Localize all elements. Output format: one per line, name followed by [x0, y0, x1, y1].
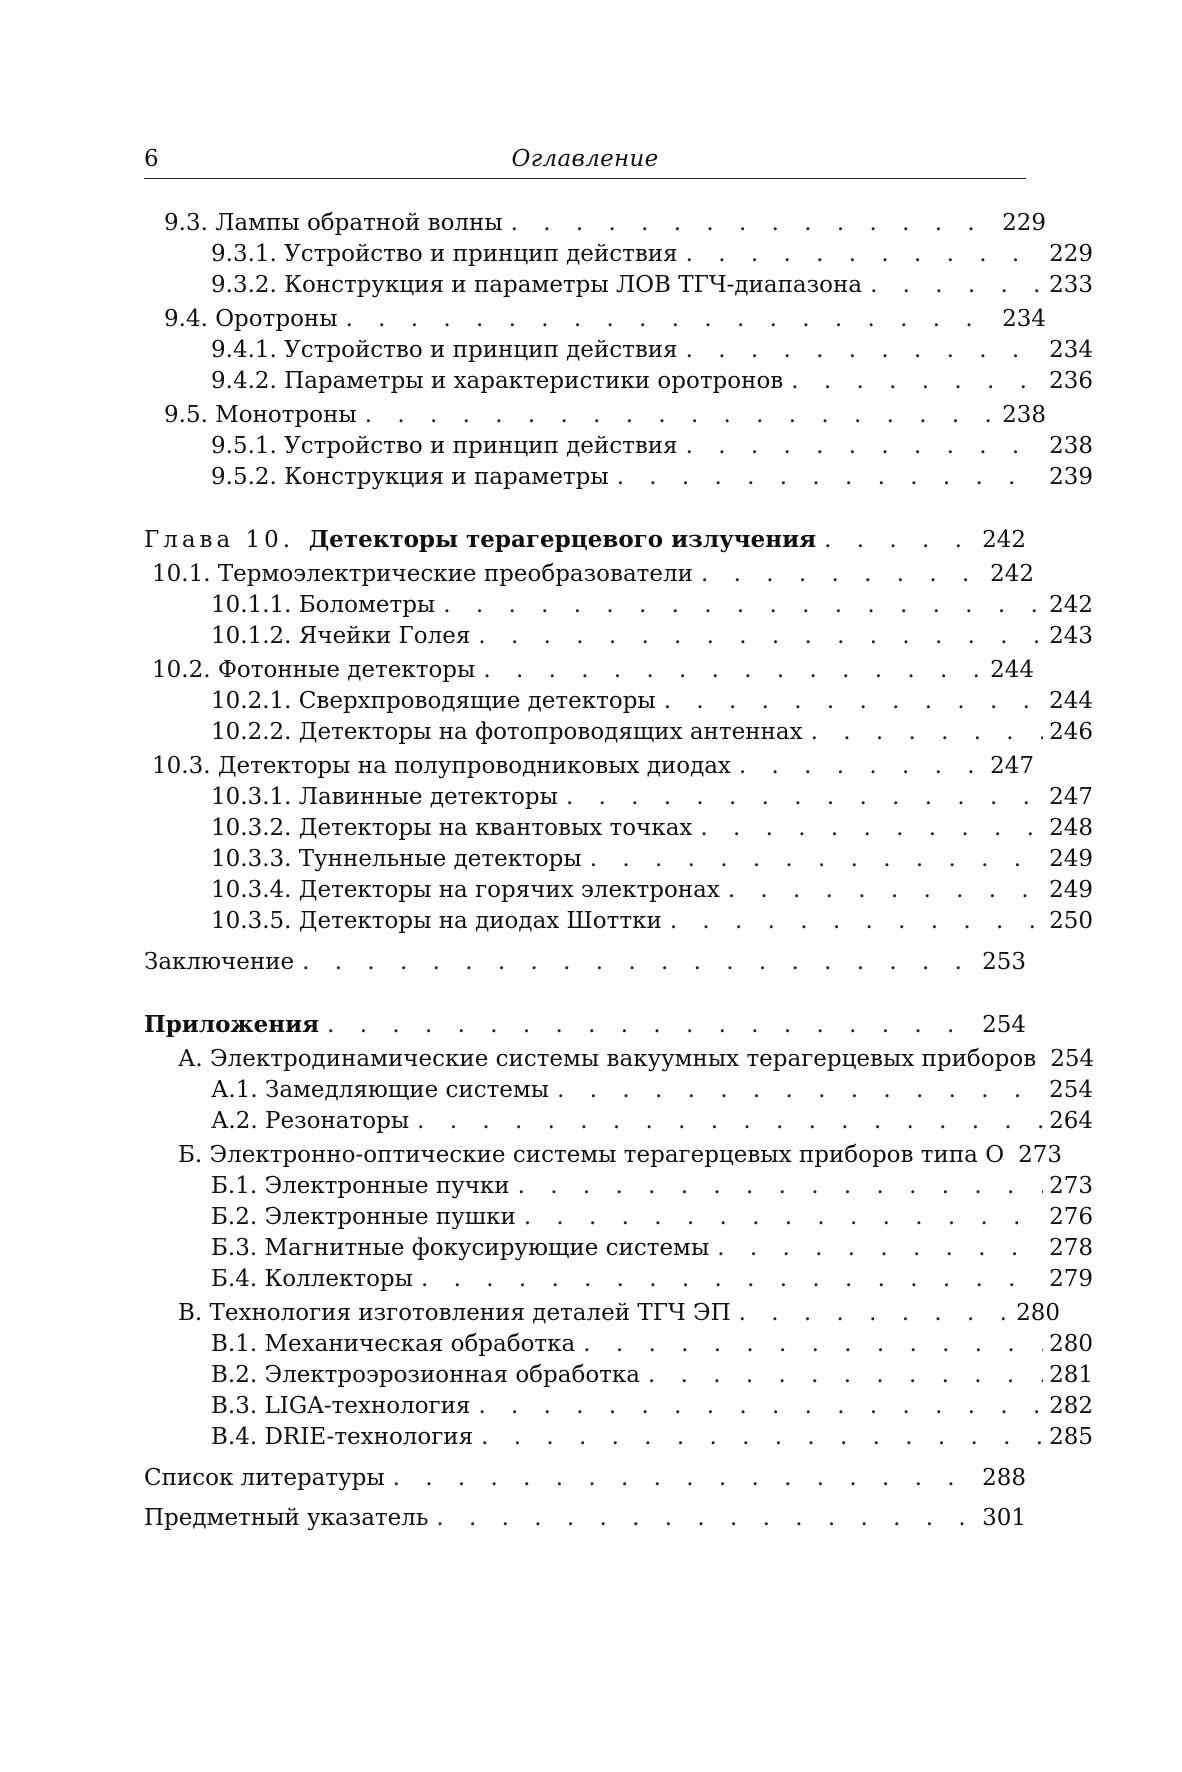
entry-page: 234 — [1002, 306, 1046, 332]
entry-page: 246 — [1049, 719, 1093, 745]
entry-title: Параметры и характеристики оротронов — [284, 368, 784, 394]
leader-dots — [686, 239, 1043, 269]
leader-dots — [436, 1503, 976, 1533]
entry-page: 254 — [982, 1012, 1026, 1038]
chapter-number: Глава 10. — [144, 527, 295, 553]
entry-title: Электродинамические системы вакуумных терагерцевых приборов — [210, 1046, 1037, 1072]
toc-entry-app-b-3[interactable] — [144, 1233, 1093, 1263]
toc-entry-10-3-5[interactable] — [144, 906, 1093, 936]
leader-dots — [811, 717, 1043, 747]
entry-title: Электронно-оптические системы терагерцевых приборов типа О — [209, 1142, 1005, 1168]
entry-title: Монотроны — [215, 402, 357, 428]
toc-entry-appendices[interactable] — [144, 1010, 1026, 1040]
toc-entry-app-b-1[interactable] — [144, 1171, 1093, 1201]
entry-page: 249 — [1049, 846, 1093, 872]
entry-number: В.2. — [211, 1362, 258, 1388]
entry-number: 10.3.5. — [211, 908, 292, 934]
toc-entry-9-3[interactable] — [144, 208, 1046, 238]
leader-dots — [511, 208, 996, 238]
entry-page: 229 — [1002, 210, 1046, 236]
leader-dots — [590, 844, 1043, 874]
entry-title: Конструкция и параметры — [284, 464, 609, 490]
leader-dots — [700, 813, 1043, 843]
entry-title: LIGA-технология — [264, 1393, 471, 1419]
toc-entry-app-v-1[interactable] — [144, 1329, 1093, 1359]
toc-entry-app-v-4[interactable] — [144, 1422, 1093, 1452]
leader-dots — [483, 655, 984, 685]
leader-dots — [365, 400, 996, 430]
entry-number: 10.3.3. — [211, 846, 292, 872]
leader-dots — [791, 366, 1043, 396]
entry-title: Приложения — [144, 1011, 320, 1038]
toc-entry-app-v[interactable] — [144, 1298, 1060, 1328]
entry-page: 301 — [982, 1505, 1026, 1531]
toc-entry-10-3-1[interactable] — [144, 782, 1093, 812]
toc-entry-10-2-2[interactable] — [144, 717, 1093, 747]
toc-entry-chapter-10[interactable] — [144, 525, 1026, 555]
entry-page: 229 — [1049, 241, 1093, 267]
entry-page: 242 — [990, 561, 1034, 587]
leader-dots — [481, 1422, 1043, 1452]
entry-title: Заключение — [144, 949, 295, 975]
entry-page: 238 — [1049, 433, 1093, 459]
entry-number: 9.4.1. — [211, 337, 277, 363]
leader-dots — [717, 1233, 1043, 1263]
entry-page: 253 — [982, 949, 1026, 975]
leader-dots — [443, 590, 1043, 620]
entry-page: 276 — [1049, 1204, 1093, 1230]
entry-title: Туннельные детекторы — [298, 846, 582, 872]
entry-page: 285 — [1049, 1424, 1093, 1450]
toc-entry-app-v-2[interactable] — [144, 1360, 1093, 1390]
entry-number: 10.2. — [152, 657, 211, 683]
entry-number: Б.3. — [211, 1235, 258, 1261]
toc-entry-9-4-2[interactable] — [144, 366, 1093, 396]
entry-title: Сверхпроводящие детекторы — [298, 688, 656, 714]
leader-dots — [518, 1171, 1043, 1201]
entry-number: Б.2. — [211, 1204, 258, 1230]
leader-dots — [701, 559, 984, 589]
entry-number: А. — [178, 1046, 203, 1072]
entry-page: 244 — [1049, 688, 1093, 714]
toc-entry-app-b[interactable] — [144, 1140, 1063, 1170]
toc-entry-9-5-1[interactable] — [144, 431, 1093, 461]
toc-entry-10-1-1[interactable] — [144, 590, 1093, 620]
entry-page: 281 — [1049, 1362, 1093, 1388]
leader-dots — [739, 1298, 1010, 1328]
entry-title: Болометры — [298, 592, 436, 618]
toc-entry-app-a-2[interactable] — [144, 1106, 1093, 1136]
leader-dots — [327, 1010, 976, 1040]
entry-title: Электронные пушки — [264, 1204, 516, 1230]
entry-title: Детекторы на квантовых точках — [298, 815, 693, 841]
toc-entry-10-1-2[interactable] — [144, 621, 1093, 651]
toc-entry-9-5-2[interactable] — [144, 462, 1093, 492]
toc-entry-subject-index[interactable] — [144, 1503, 1026, 1533]
toc-entry-9-4[interactable] — [144, 304, 1046, 334]
entry-number: В.4. — [211, 1424, 258, 1450]
entry-page: 243 — [1049, 623, 1093, 649]
toc-entry-app-b-4[interactable] — [144, 1264, 1093, 1294]
entry-number: Б.1. — [211, 1173, 258, 1199]
toc-entry-9-3-1[interactable] — [144, 239, 1093, 269]
leader-dots — [557, 1075, 1043, 1105]
leader-dots — [566, 782, 1043, 812]
toc-entry-10-3-2[interactable] — [144, 813, 1093, 843]
toc-entry-app-a[interactable] — [144, 1044, 1095, 1074]
entry-title: Устройство и принцип действия — [284, 433, 678, 459]
toc-entry-app-b-2[interactable] — [144, 1202, 1093, 1232]
entry-page: 247 — [1049, 784, 1093, 810]
entry-title: Замедляющие системы — [265, 1077, 550, 1103]
entry-title: Лавинные детекторы — [298, 784, 558, 810]
entry-page: 280 — [1049, 1331, 1093, 1357]
entry-number: 10.3.1. — [211, 784, 292, 810]
entry-title: Устройство и принцип действия — [284, 337, 678, 363]
entry-title: Детекторы на горячих электронах — [298, 877, 720, 903]
entry-page: 244 — [990, 657, 1034, 683]
entry-title: Электронные пучки — [264, 1173, 510, 1199]
leader-dots — [686, 335, 1043, 365]
entry-title: Конструкция и параметры ЛОВ ТГЧ-диапазона — [284, 272, 863, 298]
leader-dots — [417, 1106, 1043, 1136]
leader-dots — [583, 1329, 1043, 1359]
entry-page: 242 — [1049, 592, 1093, 618]
toc-entry-references[interactable] — [144, 1463, 1026, 1493]
entry-number: 9.5.2. — [211, 464, 277, 490]
entry-page: 278 — [1049, 1235, 1093, 1261]
entry-title: Магнитные фокусирующие системы — [264, 1235, 710, 1261]
entry-title: Детекторы на фотопроводящих антеннах — [298, 719, 803, 745]
leader-dots — [421, 1264, 1043, 1294]
entry-number: 9.3.1. — [211, 241, 277, 267]
entry-page: 282 — [1049, 1393, 1093, 1419]
entry-number: В. — [178, 1300, 203, 1326]
entry-number: 10.3.2. — [211, 815, 292, 841]
entry-page: 249 — [1049, 877, 1093, 903]
entry-number: 9.3.2. — [211, 272, 277, 298]
entry-page: 288 — [982, 1465, 1026, 1491]
entry-number: В.1. — [211, 1331, 258, 1357]
leader-dots — [302, 947, 976, 977]
leader-dots — [664, 686, 1043, 716]
entry-number: Б.4. — [211, 1266, 258, 1292]
toc-entry-9-4-1[interactable] — [144, 335, 1093, 365]
entry-number: 9.3. — [164, 210, 208, 236]
running-header — [144, 144, 1026, 179]
entry-title: Ячейки Голея — [298, 623, 471, 649]
entry-number: 10.1. — [152, 561, 211, 587]
entry-page: 233 — [1049, 272, 1093, 298]
entry-title: Фотонные детекторы — [217, 657, 476, 683]
leader-dots — [739, 751, 984, 781]
entry-page: 248 — [1049, 815, 1093, 841]
leader-dots — [478, 1391, 1043, 1421]
entry-number: 9.5.1. — [211, 433, 277, 459]
entry-page: 273 — [1018, 1142, 1063, 1168]
toc-entry-app-v-3[interactable] — [144, 1391, 1093, 1421]
entry-page: 280 — [1016, 1300, 1060, 1326]
toc-entry-9-5[interactable] — [144, 400, 1046, 430]
header-title: Оглавление — [511, 146, 659, 172]
entry-title: Оротроны — [215, 306, 338, 332]
toc-entry-app-a-1[interactable] — [144, 1075, 1093, 1105]
leader-dots — [686, 431, 1043, 461]
entry-page: 279 — [1049, 1266, 1093, 1292]
entry-title: Коллекторы — [264, 1266, 413, 1292]
entry-number: 9.5. — [164, 402, 208, 428]
entry-page: 250 — [1049, 908, 1093, 934]
toc-entry-10-3-4[interactable] — [144, 875, 1093, 905]
leader-dots — [648, 1360, 1043, 1390]
entry-title: Лампы обратной волны — [215, 210, 503, 236]
entry-number: 9.4.2. — [211, 368, 277, 394]
toc-entry-9-3-2[interactable] — [144, 270, 1093, 300]
entry-title: Детекторы на диодах Шоттки — [298, 908, 662, 934]
entry-page: 238 — [1002, 402, 1046, 428]
entry-page: 236 — [1049, 368, 1093, 394]
leader-dots — [728, 875, 1043, 905]
entry-title: Детекторы на полупроводниковых диодах — [217, 753, 731, 779]
entry-number: А.2. — [211, 1108, 258, 1134]
entry-page: 234 — [1049, 337, 1093, 363]
entry-title: Электроэрозионная обработка — [264, 1362, 640, 1388]
chapter-title: Детекторы терагерцевого излучения — [308, 526, 817, 553]
entry-title: Устройство и принцип действия — [284, 241, 678, 267]
leader-dots — [393, 1463, 976, 1493]
toc-entry-10-2-1[interactable] — [144, 686, 1093, 716]
entry-page: 264 — [1049, 1108, 1093, 1134]
entry-page: 239 — [1049, 464, 1093, 490]
leader-dots — [617, 462, 1043, 492]
entry-page: 254 — [1050, 1046, 1095, 1072]
entry-title: Механическая обработка — [264, 1331, 576, 1357]
leader-dots — [870, 270, 1043, 300]
entry-number: Б. — [178, 1142, 203, 1168]
entry-number: В.3. — [211, 1393, 258, 1419]
leader-dots — [670, 906, 1043, 936]
leader-dots — [346, 304, 996, 334]
page-number: 6 — [144, 146, 159, 172]
toc-entry-10-2[interactable] — [144, 655, 1034, 685]
entry-number: 10.2.2. — [211, 719, 292, 745]
entry-page: 254 — [1049, 1077, 1093, 1103]
entry-page: 247 — [990, 753, 1034, 779]
entry-page: 242 — [982, 527, 1026, 553]
entry-page: 273 — [1049, 1173, 1093, 1199]
leader-dots — [478, 621, 1043, 651]
entry-title: Список литературы — [144, 1465, 385, 1491]
entry-title: Технология изготовления деталей ТГЧ ЭП — [209, 1300, 731, 1326]
entry-number: 10.3.4. — [211, 877, 292, 903]
entry-number: А.1. — [211, 1077, 258, 1103]
toc-entry-10-1[interactable] — [144, 559, 1034, 589]
entry-title: Термоэлектрические преобразователи — [217, 561, 693, 587]
toc-entry-10-3-3[interactable] — [144, 844, 1093, 874]
toc-entry-10-3[interactable] — [144, 751, 1034, 781]
entry-title: Резонаторы — [265, 1108, 410, 1134]
entry-title: Предметный указатель — [144, 1505, 429, 1531]
entry-number: 9.4. — [164, 306, 208, 332]
entry-number: 10.1.2. — [211, 623, 292, 649]
entry-number: 10.2.1. — [211, 688, 292, 714]
toc-entry-conclusion[interactable] — [144, 947, 1026, 977]
entry-number: 10.1.1. — [211, 592, 292, 618]
entry-title: DRIE-технология — [264, 1424, 474, 1450]
entry-number: 10.3. — [152, 753, 211, 779]
leader-dots — [824, 525, 976, 555]
leader-dots — [524, 1202, 1043, 1232]
